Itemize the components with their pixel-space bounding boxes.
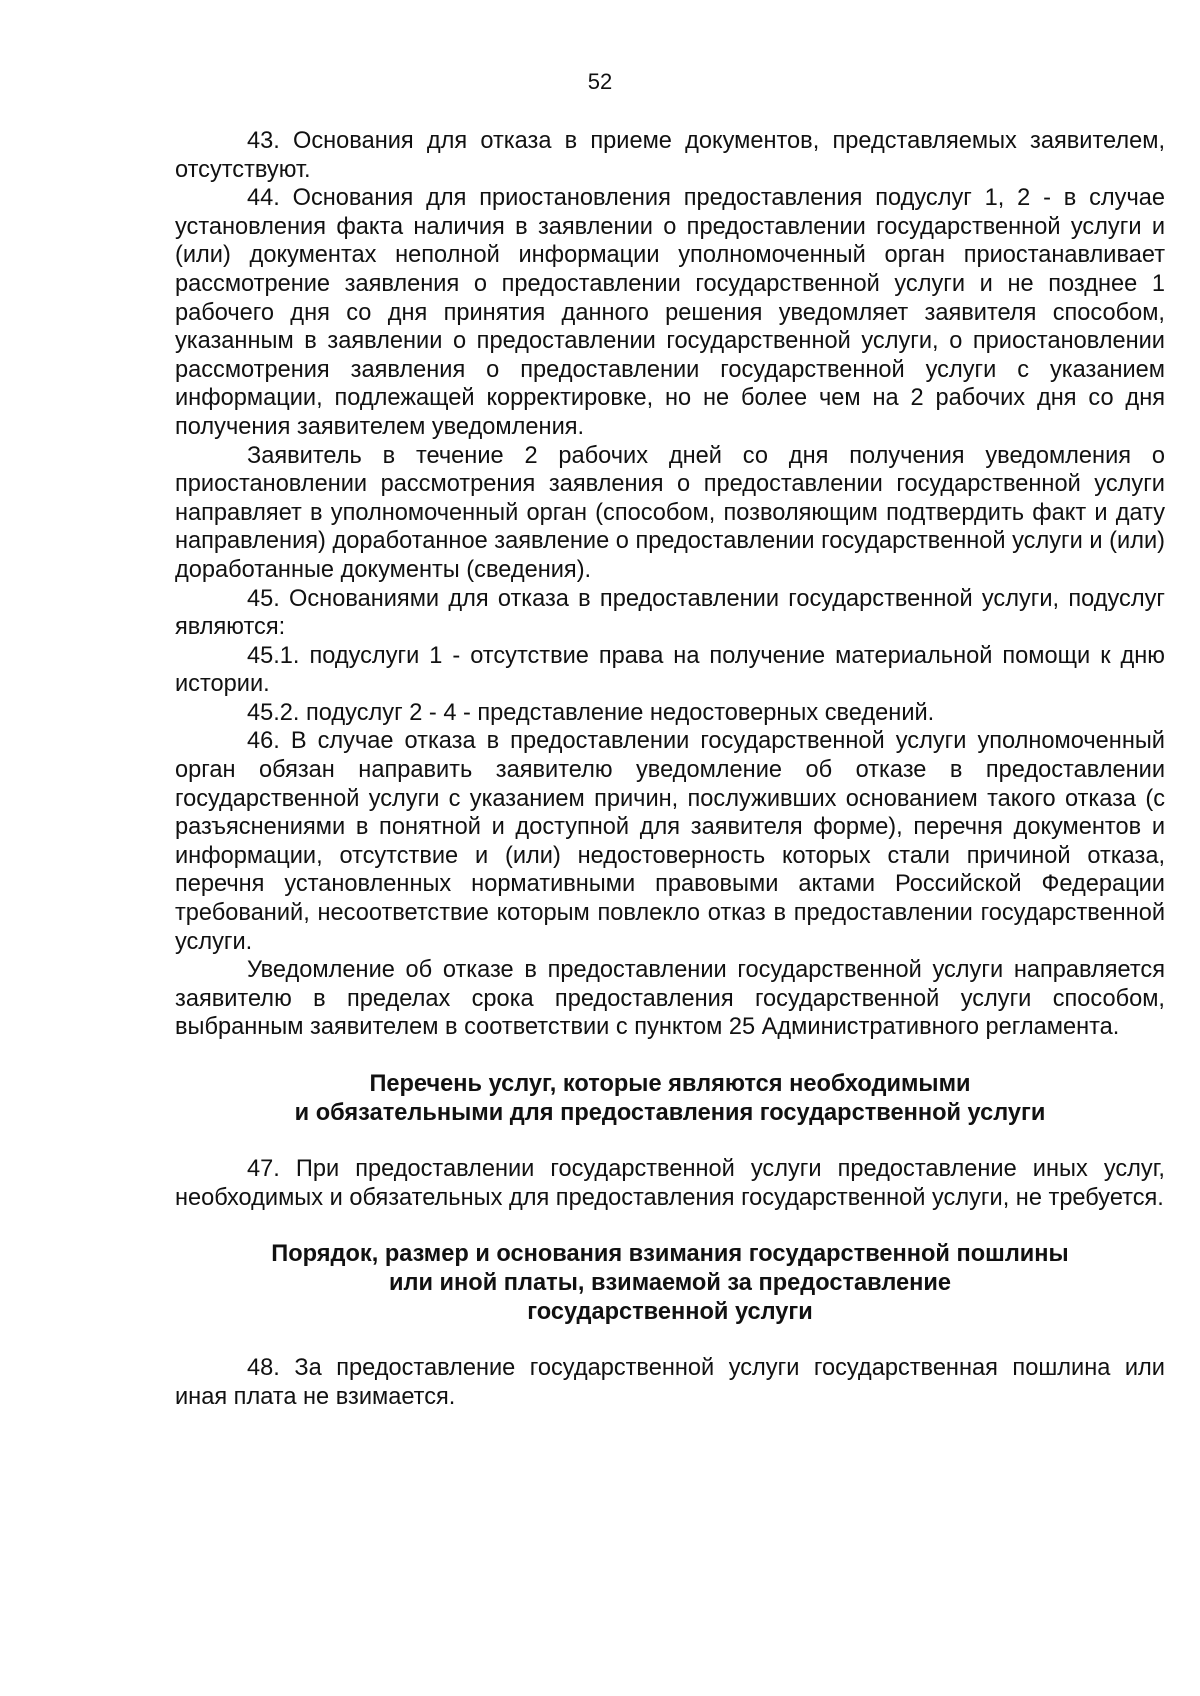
heading-line: или иной платы, взимаемой за предоставление (389, 1269, 951, 1296)
section-heading-state-fee (175, 1240, 1165, 1326)
section-heading-required-services (175, 1070, 1165, 1127)
document-body (175, 127, 1165, 1411)
paragraph-47: 47. При предоставлении государственной услуги предоставление иных услуг, необходимых и обязательных для предоставления государственной услуги, не требуется. (175, 1156, 1165, 1211)
paragraph-46-notice: Уведомление об отказе в предоставлении государственной услуги направляется заявителю в пределах срока предоставления государственной услуги способом, выбранным заявителем в соответствии с пунктом 25 Административного регламента. (175, 957, 1165, 1041)
heading-line: Перечень услуг, которые являются необходимыми (369, 1071, 971, 1097)
paragraph-46: 46. В случае отказа в предоставлении государственной услуги уполномоченный орган обязан направить заявителю уведомление об отказе в предоставлении государственной услуги с указанием причин, послуживших основанием такого отказа (с разъяснениями в понятной и доступной для заявителя форме), перечня документов и информации, отсутствие и (или) недостоверность которых стали причиной отказа, перечня установленных нормативными правовыми актами Российской Федерации требований, несоответствие которым повлекло отказ в предоставлении государственной услуги. (175, 728, 1165, 955)
paragraph-45: 45. Основаниями для отказа в предоставлении государственной услуги, подуслуг являются: (175, 585, 1165, 641)
paragraph-48: 48. За предоставление государственной услуги государственная пошлина или иная плата не взимается. (175, 1355, 1165, 1410)
heading-line: и обязательными для предоставления государственной услуги (294, 1099, 1046, 1126)
paragraph-45-2: 45.2. подуслуг 2 - 4 - представление недостоверных сведений. (247, 699, 935, 726)
paragraph-45-1: 45.1. подуслуги 1 - отсутствие права на получение материальной помощи к дню истории. (175, 642, 1165, 698)
paragraph-43: 43. Основания для отказа в приеме документов, представляемых заявителем, отсутствуют. (175, 128, 1165, 183)
page-number: 52 (587, 69, 613, 94)
paragraph-44: 44. Основания для приостановления предоставления подуслуг 1, 2 - в случае установления факта наличия в заявлении о предоставлении государственной услуги и (или) документах неполной информации уполномоченный орган приостанавливает рассмотрение заявления о предоставлении государственной услуги и не позднее 1 рабочего дня со дня принятия данного решения уведомляет заявителя способом, указанным в заявлении о предоставлении государственной услуги, о приостановлении рассмотрения заявления о предоставлении государственной услуги с указанием информации, подлежащей корректировке, но не более чем на 2 рабочих дня со дня получения заявителем уведомления. (175, 185, 1165, 440)
paragraph-44-applicant: Заявитель в течение 2 рабочих дней со дня получения уведомления о приостановлении рассмотрения заявления о предоставлении государственной услуги направляет в уполномоченный орган (способом, позволяющим подтвердить факт и дату направления) доработанное заявление о предоставлении государственной услуги и (или) доработанные документы (сведения). (175, 442, 1165, 583)
heading-line: государственной услуги (527, 1298, 813, 1325)
heading-line: Порядок, размер и основания взимания государственной пошлины (271, 1241, 1069, 1268)
